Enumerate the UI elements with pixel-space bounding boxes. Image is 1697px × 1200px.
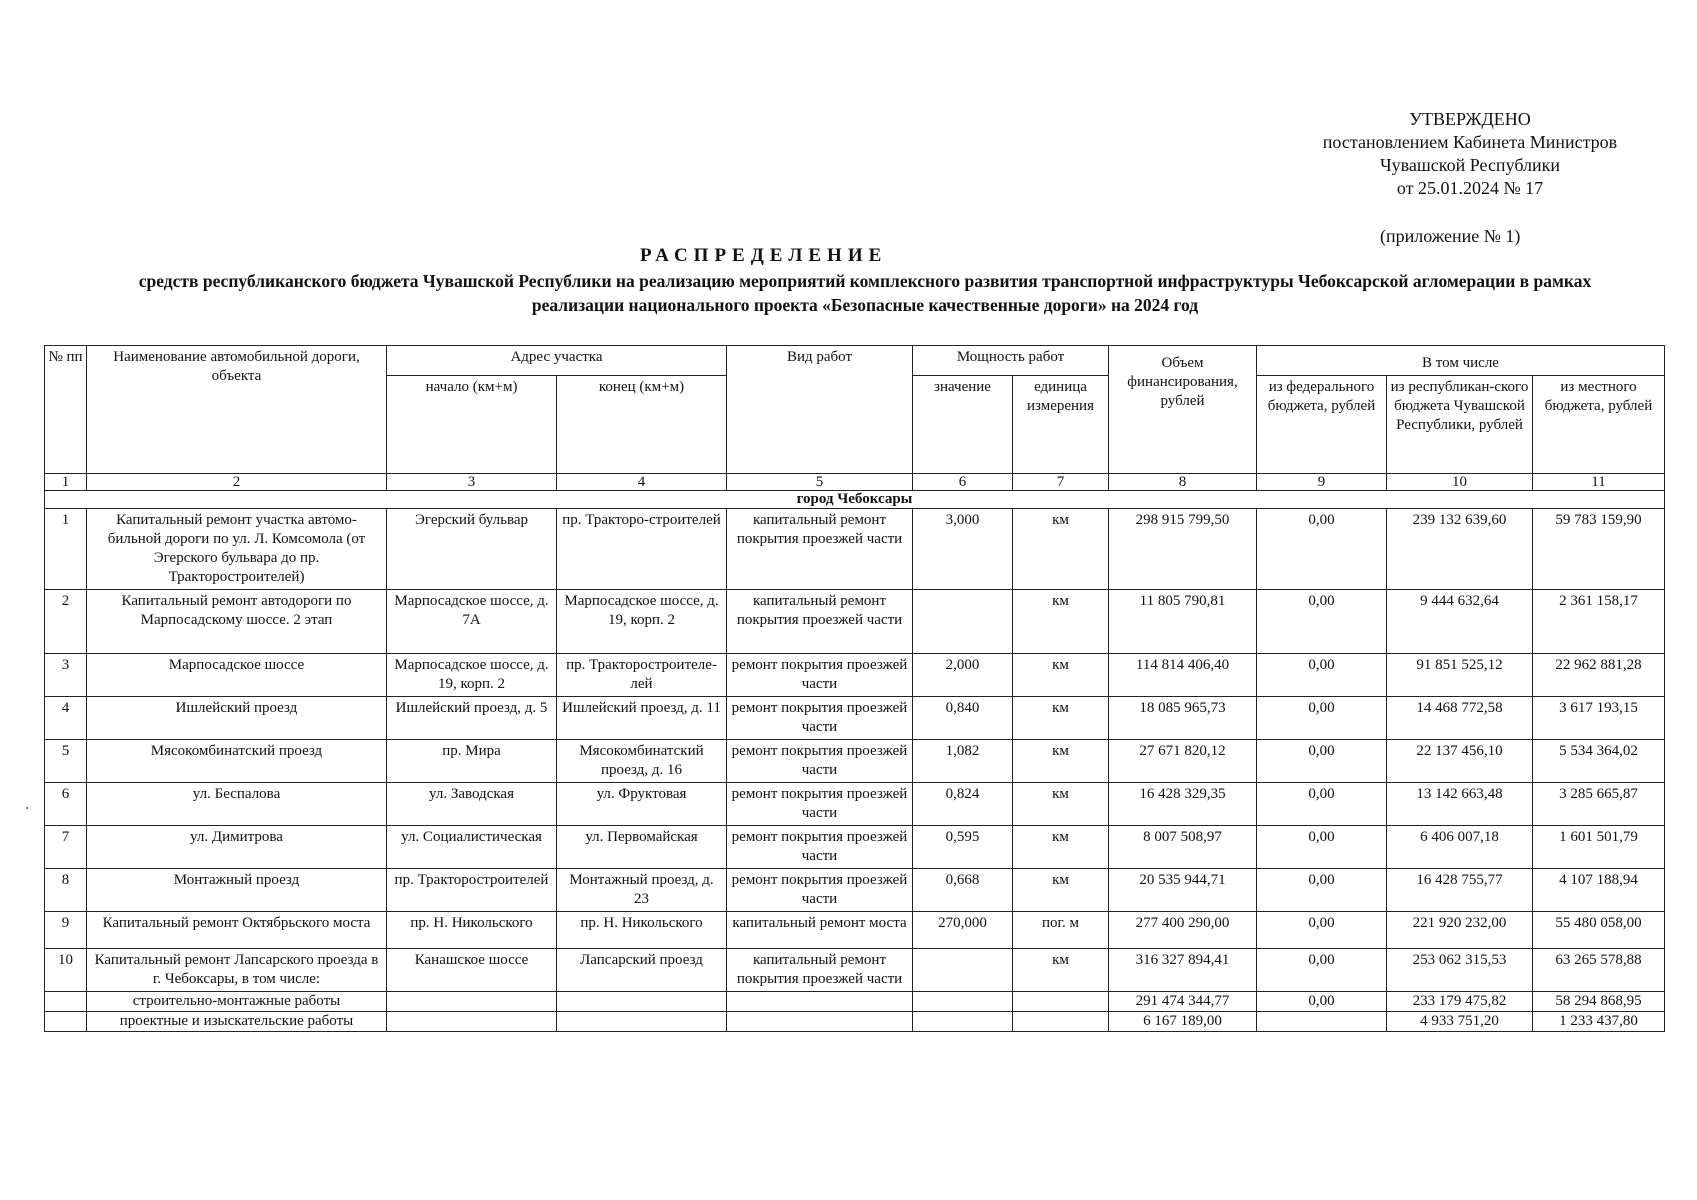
republic-amount: 91 851 525,12 bbox=[1387, 654, 1533, 697]
federal-amount: 0,00 bbox=[1257, 654, 1387, 697]
funding-total: 298 915 799,50 bbox=[1109, 509, 1257, 590]
work-type: ремонт покрытия проезжей части bbox=[727, 869, 913, 912]
column-index: 9 bbox=[1257, 474, 1387, 491]
start-address: ул. Заводская bbox=[387, 783, 557, 826]
sub-row-blank bbox=[913, 1012, 1013, 1032]
table-row bbox=[45, 949, 1665, 992]
sub-row-local: 1 233 437,80 bbox=[1533, 1012, 1665, 1032]
header-start: начало (км+м) bbox=[387, 376, 557, 474]
capacity-unit: км bbox=[1013, 590, 1109, 654]
city-name: город Чебоксары bbox=[45, 491, 1665, 509]
capacity-value: 0,840 bbox=[913, 697, 1013, 740]
republic-amount: 239 132 639,60 bbox=[1387, 509, 1533, 590]
end-address: пр. Тракторо-строителей bbox=[557, 509, 727, 590]
sub-row-blank bbox=[727, 992, 913, 1012]
subtitle-line-1: средств республиканского бюджета Чувашской Республики на реализацию мероприятий комплексного развития транспортной инфраструктуры Чебоксарской агломерации в рамках bbox=[138, 271, 1592, 291]
funding-total: 316 327 894,41 bbox=[1109, 949, 1257, 992]
header-unit: единица измерения bbox=[1013, 376, 1109, 474]
sub-row-blank bbox=[387, 992, 557, 1012]
capacity-unit: км bbox=[1013, 869, 1109, 912]
approval-line-1: УТВЕРЖДЕНО bbox=[1409, 109, 1531, 129]
city-row bbox=[45, 491, 1665, 509]
table-row bbox=[45, 783, 1665, 826]
road-name: Капитальный ремонт автодороги по Марпосадскому шоссе. 2 этап bbox=[87, 590, 387, 654]
row-number: 9 bbox=[45, 912, 87, 949]
header-work-type: Вид работ bbox=[727, 346, 913, 474]
local-amount: 2 361 158,17 bbox=[1533, 590, 1665, 654]
republic-amount: 13 142 663,48 bbox=[1387, 783, 1533, 826]
row-number: 10 bbox=[45, 949, 87, 992]
approval-line-2: постановлением Кабинета Министров bbox=[1322, 132, 1618, 152]
republic-amount: 221 920 232,00 bbox=[1387, 912, 1533, 949]
column-index: 1 bbox=[45, 474, 87, 491]
column-index: 3 bbox=[387, 474, 557, 491]
capacity-value: 0,824 bbox=[913, 783, 1013, 826]
header-address: Адрес участка bbox=[387, 346, 727, 376]
funding-total: 18 085 965,73 bbox=[1109, 697, 1257, 740]
republic-amount: 14 468 772,58 bbox=[1387, 697, 1533, 740]
capacity-unit: км bbox=[1013, 654, 1109, 697]
work-type: ремонт покрытия проезжей части bbox=[727, 697, 913, 740]
local-amount: 55 480 058,00 bbox=[1533, 912, 1665, 949]
federal-amount: 0,00 bbox=[1257, 509, 1387, 590]
annex-label: (приложение № 1) bbox=[1380, 226, 1521, 246]
capacity-value: 2,000 bbox=[913, 654, 1013, 697]
header-name: Наименование автомобильной дороги, объекта bbox=[87, 346, 387, 474]
federal-amount: 0,00 bbox=[1257, 869, 1387, 912]
column-index: 7 bbox=[1013, 474, 1109, 491]
road-name: Ишлейский проезд bbox=[87, 697, 387, 740]
capacity-value bbox=[913, 590, 1013, 654]
row-number: 2 bbox=[45, 590, 87, 654]
table-row bbox=[45, 590, 1665, 654]
header-value: значение bbox=[913, 376, 1013, 474]
federal-amount: 0,00 bbox=[1257, 740, 1387, 783]
work-type: капитальный ремонт покрытия проезжей части bbox=[727, 509, 913, 590]
row-number: 1 bbox=[45, 509, 87, 590]
republic-amount: 6 406 007,18 bbox=[1387, 826, 1533, 869]
federal-amount: 0,00 bbox=[1257, 590, 1387, 654]
funding-total: 277 400 290,00 bbox=[1109, 912, 1257, 949]
end-address: ул. Фруктовая bbox=[557, 783, 727, 826]
header-num: № пп bbox=[45, 346, 87, 474]
sub-row-republic: 4 933 751,20 bbox=[1387, 1012, 1533, 1032]
sub-row-blank bbox=[727, 1012, 913, 1032]
table-row bbox=[45, 869, 1665, 912]
sub-row-blank bbox=[45, 992, 87, 1012]
end-address: Мясокомбинатский проезд, д. 16 bbox=[557, 740, 727, 783]
capacity-unit: пог. м bbox=[1013, 912, 1109, 949]
work-type: капитальный ремонт покрытия проезжей части bbox=[727, 949, 913, 992]
sub-row-federal: 0,00 bbox=[1257, 992, 1387, 1012]
column-index: 10 bbox=[1387, 474, 1533, 491]
local-amount: 3 617 193,15 bbox=[1533, 697, 1665, 740]
work-type: ремонт покрытия проезжей части bbox=[727, 740, 913, 783]
funding-total: 8 007 508,97 bbox=[1109, 826, 1257, 869]
approval-line-3: Чувашской Республики bbox=[1379, 155, 1561, 175]
funding-total: 16 428 329,35 bbox=[1109, 783, 1257, 826]
end-address: Ишлейский проезд, д. 11 bbox=[557, 697, 727, 740]
row-number: 4 bbox=[45, 697, 87, 740]
federal-amount: 0,00 bbox=[1257, 949, 1387, 992]
start-address: пр. Мира bbox=[387, 740, 557, 783]
table-row bbox=[45, 509, 1665, 590]
sub-row bbox=[45, 992, 1665, 1012]
start-address: Ишлейский проезд, д. 5 bbox=[387, 697, 557, 740]
sub-row-blank bbox=[1013, 1012, 1109, 1032]
capacity-unit: км bbox=[1013, 697, 1109, 740]
road-name: ул. Димитрова bbox=[87, 826, 387, 869]
sub-row-republic: 233 179 475,82 bbox=[1387, 992, 1533, 1012]
column-index: 8 bbox=[1109, 474, 1257, 491]
header-local: из местного бюджета, рублей bbox=[1533, 376, 1665, 474]
start-address: Эгерский бульвар bbox=[387, 509, 557, 590]
document-subtitle bbox=[50, 269, 1680, 317]
end-address: пр. Тракторостроителе-лей bbox=[557, 654, 727, 697]
header-funding: Объем финансирования, рублей bbox=[1109, 346, 1257, 474]
capacity-unit: км bbox=[1013, 740, 1109, 783]
road-name: Капитальный ремонт участка автомо-бильной дороги по ул. Л. Комсомола (от Эгерского бульвара до пр. Тракторостроителей) bbox=[87, 509, 387, 590]
approval-line-4: от 25.01.2024 № 17 bbox=[1396, 178, 1544, 198]
header-including: В том числе bbox=[1257, 346, 1665, 376]
table-row bbox=[45, 740, 1665, 783]
funding-total: 11 805 790,81 bbox=[1109, 590, 1257, 654]
federal-amount: 0,00 bbox=[1257, 783, 1387, 826]
sub-row-blank bbox=[913, 992, 1013, 1012]
end-address: Лапсарский проезд bbox=[557, 949, 727, 992]
local-amount: 63 265 578,88 bbox=[1533, 949, 1665, 992]
capacity-unit: км bbox=[1013, 509, 1109, 590]
road-name: Монтажный проезд bbox=[87, 869, 387, 912]
capacity-value bbox=[913, 949, 1013, 992]
road-name: Марпосадское шоссе bbox=[87, 654, 387, 697]
start-address: пр. Н. Никольского bbox=[387, 912, 557, 949]
capacity-value: 270,000 bbox=[913, 912, 1013, 949]
sub-row-blank bbox=[1013, 992, 1109, 1012]
table-row bbox=[45, 697, 1665, 740]
road-name: Мясокомбинатский проезд bbox=[87, 740, 387, 783]
funding-total: 114 814 406,40 bbox=[1109, 654, 1257, 697]
local-amount: 4 107 188,94 bbox=[1533, 869, 1665, 912]
column-index: 5 bbox=[727, 474, 913, 491]
work-type: капитальный ремонт моста bbox=[727, 912, 913, 949]
column-index-row bbox=[45, 474, 1665, 491]
end-address: Марпосадское шоссе, д. 19, корп. 2 bbox=[557, 590, 727, 654]
work-type: ремонт покрытия проезжей части bbox=[727, 654, 913, 697]
republic-amount: 22 137 456,10 bbox=[1387, 740, 1533, 783]
work-type: ремонт покрытия проезжей части bbox=[727, 826, 913, 869]
work-type: ремонт покрытия проезжей части bbox=[727, 783, 913, 826]
republic-amount: 16 428 755,77 bbox=[1387, 869, 1533, 912]
road-name: Капитальный ремонт Октябрьского моста bbox=[87, 912, 387, 949]
table-row bbox=[45, 654, 1665, 697]
column-index: 6 bbox=[913, 474, 1013, 491]
header-row-1 bbox=[45, 346, 1665, 376]
federal-amount: 0,00 bbox=[1257, 697, 1387, 740]
header-end: конец (км+м) bbox=[557, 376, 727, 474]
row-number: 8 bbox=[45, 869, 87, 912]
funding-total: 20 535 944,71 bbox=[1109, 869, 1257, 912]
start-address: пр. Тракторостроителей bbox=[387, 869, 557, 912]
republic-amount: 9 444 632,64 bbox=[1387, 590, 1533, 654]
distribution-table bbox=[44, 345, 1665, 1032]
table-row bbox=[45, 826, 1665, 869]
header-capacity: Мощность работ bbox=[913, 346, 1109, 376]
column-index: 11 bbox=[1533, 474, 1665, 491]
sub-row bbox=[45, 1012, 1665, 1032]
federal-amount: 0,00 bbox=[1257, 826, 1387, 869]
row-number: 6 bbox=[45, 783, 87, 826]
sub-row-name: проектные и изыскательские работы bbox=[87, 1012, 387, 1032]
subtitle-line-2: реализации национального проекта «Безопасные качественные дороги» на 2024 год bbox=[531, 295, 1199, 315]
capacity-value: 0,595 bbox=[913, 826, 1013, 869]
sub-row-federal bbox=[1257, 1012, 1387, 1032]
road-name: Капитальный ремонт Лапсарского проезда в г. Чебоксары, в том числе: bbox=[87, 949, 387, 992]
start-address: Канашское шоссе bbox=[387, 949, 557, 992]
end-address: ул. Первомайская bbox=[557, 826, 727, 869]
sub-row-blank bbox=[557, 1012, 727, 1032]
start-address: Марпосадское шоссе, д. 7А bbox=[387, 590, 557, 654]
capacity-unit: км bbox=[1013, 826, 1109, 869]
sub-row-total: 6 167 189,00 bbox=[1109, 1012, 1257, 1032]
sub-row-total: 291 474 344,77 bbox=[1109, 992, 1257, 1012]
local-amount: 1 601 501,79 bbox=[1533, 826, 1665, 869]
column-index: 2 bbox=[87, 474, 387, 491]
local-amount: 5 534 364,02 bbox=[1533, 740, 1665, 783]
sub-row-blank bbox=[45, 1012, 87, 1032]
sub-row-local: 58 294 868,95 bbox=[1533, 992, 1665, 1012]
republic-amount: 253 062 315,53 bbox=[1387, 949, 1533, 992]
end-address: Монтажный проезд, д. 23 bbox=[557, 869, 727, 912]
scan-speck bbox=[26, 807, 28, 809]
approval-block bbox=[1270, 108, 1670, 200]
capacity-unit: км bbox=[1013, 949, 1109, 992]
funding-total: 27 671 820,12 bbox=[1109, 740, 1257, 783]
start-address: Марпосадское шоссе, д. 19, корп. 2 bbox=[387, 654, 557, 697]
row-number: 7 bbox=[45, 826, 87, 869]
local-amount: 3 285 665,87 bbox=[1533, 783, 1665, 826]
sub-row-blank bbox=[557, 992, 727, 1012]
capacity-value: 0,668 bbox=[913, 869, 1013, 912]
column-index: 4 bbox=[557, 474, 727, 491]
document-title: РАСПРЕДЕЛЕНИЕ bbox=[640, 245, 888, 266]
row-number: 3 bbox=[45, 654, 87, 697]
capacity-value: 1,082 bbox=[913, 740, 1013, 783]
table-row bbox=[45, 912, 1665, 949]
header-federal: из федерального бюджета, рублей bbox=[1257, 376, 1387, 474]
row-number: 5 bbox=[45, 740, 87, 783]
work-type: капитальный ремонт покрытия проезжей части bbox=[727, 590, 913, 654]
sub-row-name: строительно-монтажные работы bbox=[87, 992, 387, 1012]
capacity-value: 3,000 bbox=[913, 509, 1013, 590]
end-address: пр. Н. Никольского bbox=[557, 912, 727, 949]
local-amount: 59 783 159,90 bbox=[1533, 509, 1665, 590]
sub-row-blank bbox=[387, 1012, 557, 1032]
federal-amount: 0,00 bbox=[1257, 912, 1387, 949]
header-republic: из республикан-ского бюджета Чувашской Республики, рублей bbox=[1387, 376, 1533, 474]
start-address: ул. Социалистическая bbox=[387, 826, 557, 869]
capacity-unit: км bbox=[1013, 783, 1109, 826]
road-name: ул. Беспалова bbox=[87, 783, 387, 826]
local-amount: 22 962 881,28 bbox=[1533, 654, 1665, 697]
